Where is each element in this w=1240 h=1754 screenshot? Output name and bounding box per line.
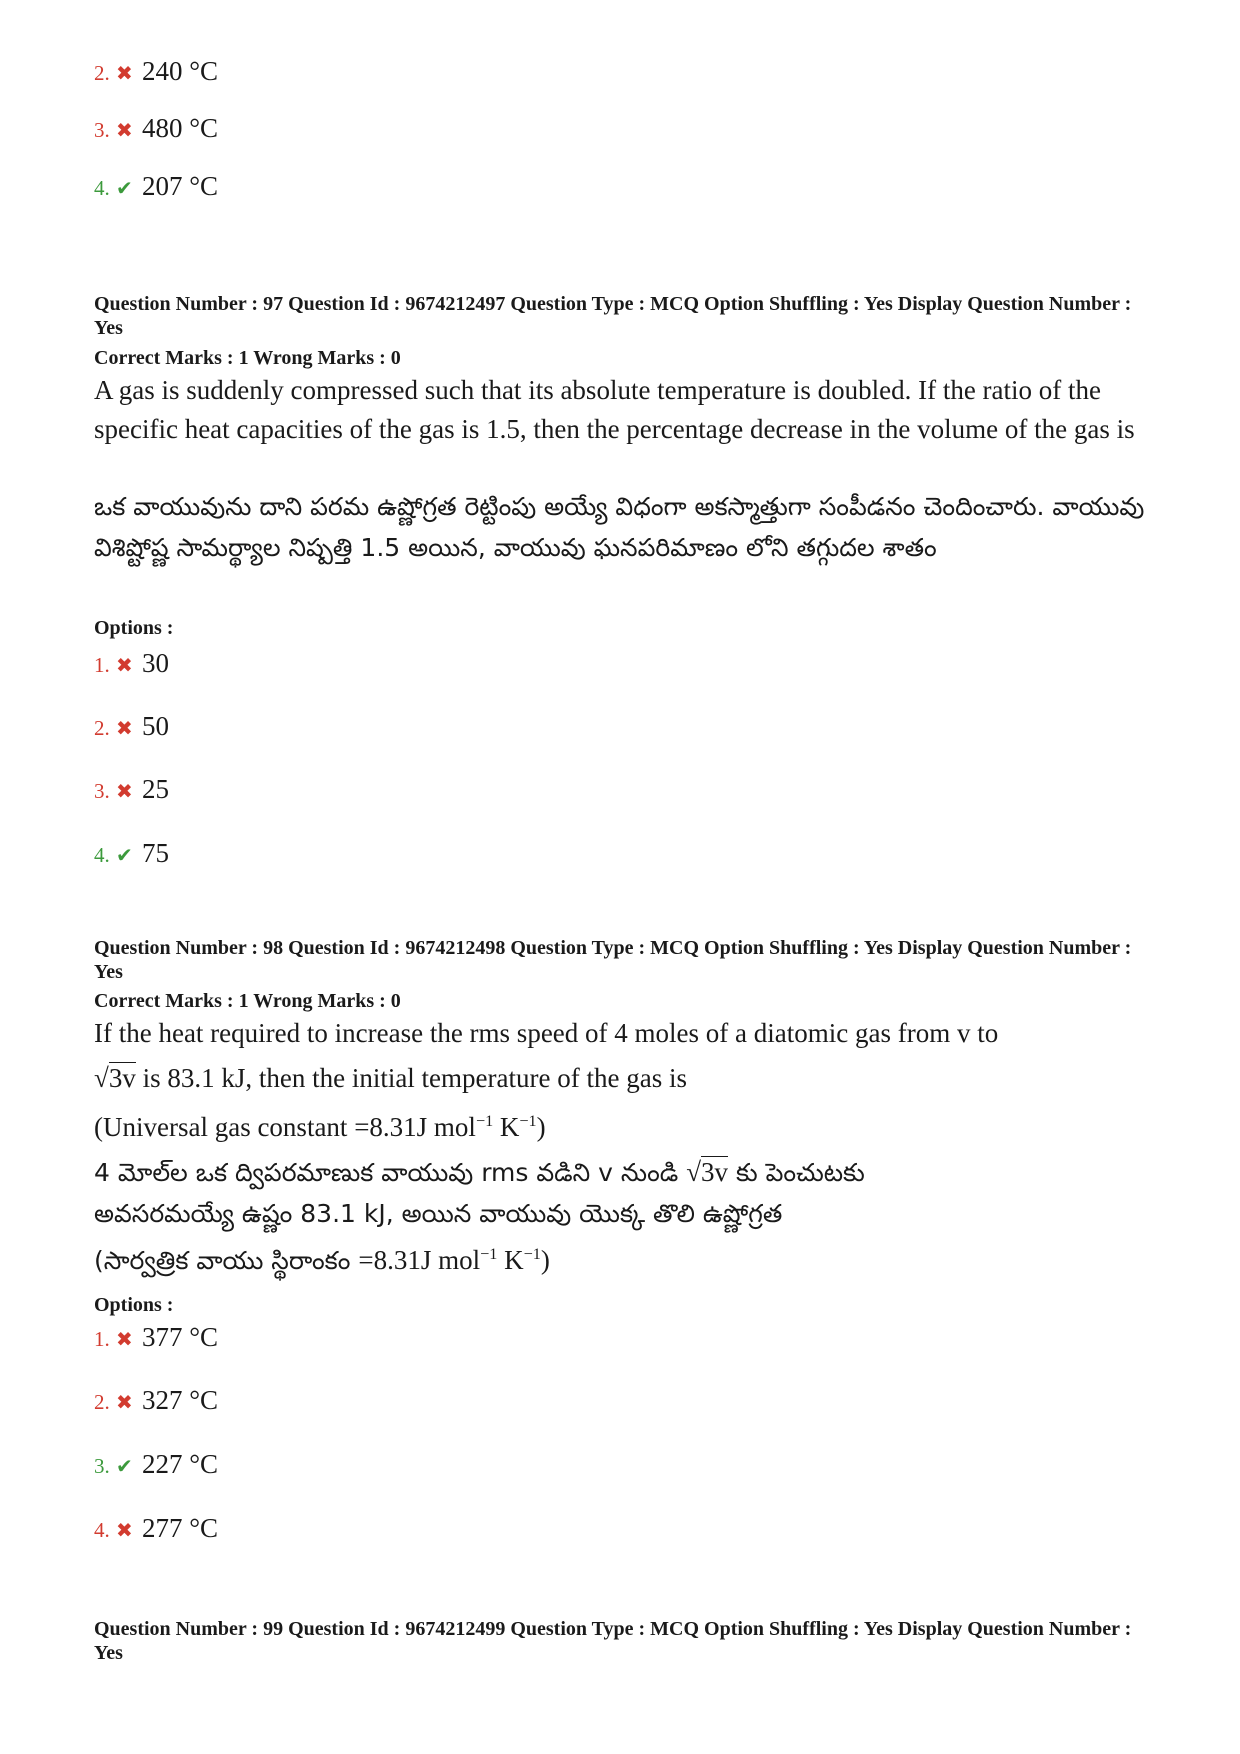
telugu-line-2: అవసరమయ్యే ఉష్ణం 83.1 kJ, అయిన వాయువు యొక్క తొలి ఉష్ణోగ్రత [94, 1199, 783, 1228]
cross-icon: ✖ [116, 1392, 133, 1414]
question-meta: Question Number : 97 Question Id : 9674212497 Question Type : MCQ Option Shuffling : Yes Display Question Number : Yes [94, 293, 1132, 339]
sqrt-expression [686, 1156, 728, 1187]
constant-unit: K [504, 1245, 524, 1275]
check-icon: ✔ [116, 1456, 133, 1478]
check-icon: ✔ [116, 845, 133, 867]
constant-value: =8.31J mol [358, 1245, 481, 1275]
option-row [94, 1513, 218, 1544]
option-value: 240 °C [142, 56, 219, 86]
telugu-constant-prefix: (సార్వత్రిక వాయు స్థిరాంకం [94, 1246, 359, 1275]
exponent: −1 [475, 1112, 494, 1130]
question-text-telugu [94, 1152, 1154, 1281]
option-row [94, 711, 169, 742]
constant-unit: K [499, 1112, 520, 1142]
options-label: Options : [94, 617, 174, 639]
sqrt-body: 3v [701, 1157, 729, 1187]
option-row [94, 774, 169, 805]
option-row [94, 1449, 218, 1480]
option-row [94, 56, 218, 87]
option-row [94, 1385, 218, 1416]
question-meta: Question Number : 98 Question Id : 9674212498 Question Type : MCQ Option Shuffling : Yes Display Question Number : Yes [94, 937, 1132, 983]
option-number: 4. [94, 843, 110, 867]
option-number: 2. [94, 716, 110, 740]
option-number: 3. [94, 1454, 110, 1478]
telugu-line-1 [94, 1152, 1154, 1193]
sqrt-icon: √ [94, 1063, 109, 1093]
question-marks: Correct Marks : 1 Wrong Marks : 0 [94, 990, 401, 1012]
cross-icon: ✖ [116, 781, 133, 803]
telugu-line-1-b: కు పెంచుటకు [728, 1158, 865, 1187]
option-row [94, 838, 169, 869]
option-value: 377 °C [142, 1322, 219, 1352]
question-meta: Question Number : 99 Question Id : 9674212499 Question Type : MCQ Option Shuffling : Yes Display Question Number : Yes [94, 1618, 1132, 1664]
sqrt-expression [94, 1062, 143, 1093]
option-value: 25 [142, 774, 169, 804]
option-number: 3. [94, 118, 110, 142]
english-line-3: (Universal gas constant =8.31J mol$^{-1}$ $K^{-1}$) [94, 1112, 546, 1142]
option-value: 480 °C [142, 113, 219, 143]
option-number: 2. [94, 1390, 110, 1414]
option-number: 3. [94, 779, 110, 803]
telugu-line-1-a: 4 మోల్‌ల ఒక ద్విపరమాణుక వాయువు rms వడిని v నుండి [94, 1158, 687, 1187]
option-row [94, 171, 218, 202]
question-text-telugu: ఒక వాయువును దాని పరమ ఉష్ణోగ్రత రెట్టింపు అయ్యే విధంగా అకస్మాత్తుగా సంపీడనం చెందించారు. వాయువు విశిష్టోష్ణ సామర్థ్యాల నిష్పత్తి 1.5 అయిన, వాయువు ఘనపరిమాణం లోని తగ్గుదల శాతం [94, 492, 1145, 562]
constant-value: =8.31J mol [354, 1112, 476, 1142]
option-value: 327 °C [142, 1385, 219, 1415]
english-line-2-text: is 83.1 kJ, then the initial temperature of the gas is [142, 1063, 687, 1093]
sqrt-icon: √ [686, 1157, 702, 1187]
exponent: −1 [523, 1245, 541, 1263]
exponent: −1 [519, 1112, 537, 1130]
question-text-english [94, 1014, 1154, 1147]
option-row [94, 1322, 218, 1353]
option-value: 75 [142, 838, 169, 868]
english-line-2 [94, 1059, 1154, 1098]
option-value: 277 °C [142, 1513, 219, 1543]
options-label: Options : [94, 1294, 174, 1316]
option-value: 207 °C [142, 171, 219, 201]
exponent: −1 [480, 1245, 498, 1263]
option-number: 1. [94, 653, 110, 677]
option-number: 4. [94, 176, 110, 200]
cross-icon: ✖ [116, 655, 133, 677]
option-number: 2. [94, 61, 110, 85]
option-value: 50 [142, 711, 169, 741]
option-value: 227 °C [142, 1449, 219, 1479]
constant-prefix: (Universal gas constant [94, 1112, 355, 1142]
sqrt-body: 3v [108, 1063, 136, 1093]
option-number: 1. [94, 1327, 110, 1351]
cross-icon: ✖ [116, 1329, 133, 1351]
option-row [94, 648, 169, 679]
option-value: 30 [142, 648, 169, 678]
english-line-1: If the heat required to increase the rms speed of 4 moles of a diatomic gas from v to [94, 1018, 999, 1048]
cross-icon: ✖ [116, 718, 133, 740]
question-text-english: A gas is suddenly compressed such that its absolute temperature is doubled. If the ratio of the specific heat capacities of the gas is 1.5, then the percentage decrease in the volume of the gas is [94, 375, 1135, 444]
telugu-line-3: (సార్వత్రిక వాయు స్థిరాంకం =8.31J mol$^{-1}$ $K^{-1}$) [94, 1245, 550, 1275]
cross-icon: ✖ [116, 120, 133, 142]
cross-icon: ✖ [116, 1520, 133, 1542]
cross-icon: ✖ [116, 63, 133, 85]
check-icon: ✔ [116, 178, 133, 200]
option-row [94, 113, 218, 144]
option-number: 4. [94, 1518, 110, 1542]
question-marks: Correct Marks : 1 Wrong Marks : 0 [94, 347, 401, 369]
